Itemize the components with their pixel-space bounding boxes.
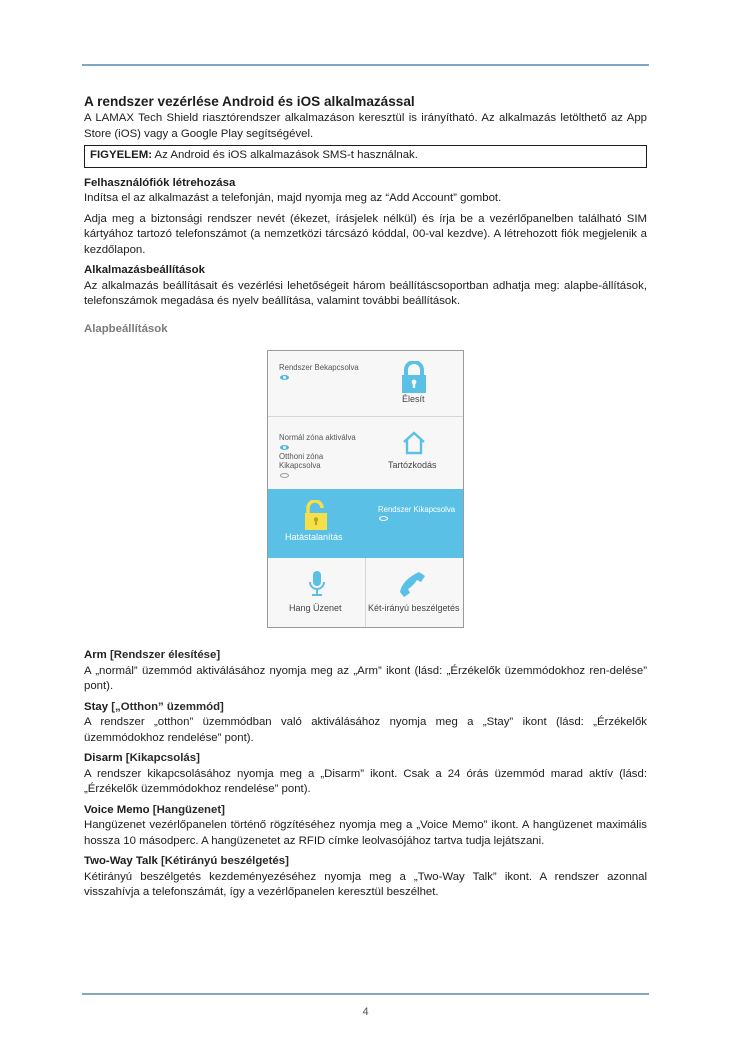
section-voice-memo (84, 803, 647, 850)
notice-label: FIGYELEM: (90, 149, 153, 161)
stay-status-normal: Normál zóna aktiválva (279, 433, 356, 442)
stay-button-label: Tartózkodás (388, 460, 437, 470)
section-bracket: [Hangüzenet] (149, 803, 225, 816)
disarm-status-label: Rendszer Kikapcsolva (378, 505, 456, 514)
stay-status-home: Otthoni zóna (279, 452, 324, 461)
disarm-button-label: Hatástalanítás (285, 532, 343, 542)
section-title: Voice Memo (84, 803, 150, 816)
settings-heading: Alkalmazásbeállítások (84, 264, 205, 276)
section-title: Stay (84, 700, 109, 713)
section-text: A rendszer kikapcsolásához nyomja meg a „Disarm” ikont. Csak a 24 órás üzemmód marad aktív (lásd: „Érzékelők üzemmódokhoz rendelése” pont). (84, 767, 647, 795)
section-text: A „normál” üzemmód aktiválásához nyomja meg az „Arm” ikont (lásd: „Érzékelők üzemmódokhoz ren-delése” pont). (84, 664, 647, 692)
page-content (84, 93, 647, 337)
page-number: 4 (362, 1006, 369, 1018)
section-text: A rendszer „otthon” üzemmódban való aktiválásához nyomja meg a „Stay” ikont (lásd: „Érzékelők üzemmódokhoz rendelése” pont). (84, 716, 647, 744)
phone-icon (399, 570, 427, 598)
section-title: Two-Way Talk (84, 855, 158, 867)
home-icon (401, 431, 427, 455)
stay-status-off: Kikapcsolva (279, 461, 321, 470)
eye-off-icon (280, 473, 289, 478)
section-text: Kétirányú beszélgetés kezdeményezéséhez nyomja meg a „Two-Way Talk” ikont. A rendszer azonnal visszahívja a telefonszámát, így a vezérlőpanelen keresztül beszélhet. (84, 870, 647, 898)
account-heading: Felhasználófiók létrehozása (84, 176, 236, 189)
section-title: Disarm (84, 752, 123, 764)
arm-status-label: Rendszer Bekapcsolva (279, 363, 359, 372)
disarm-row[interactable] (268, 489, 463, 558)
section-stay (84, 700, 647, 747)
section-text: Hangüzenet vezérlőpanelen történő rögzítéséhez nyomja meg a „Voice Memo” ikont. A hangüzenet maximális hossza 10 másodperc. A hangüzenetet az RFID címke leolvasójához tartva tudja lejátszani. (84, 819, 647, 847)
section-bracket: [Kétirányú beszélgetés] (157, 855, 289, 867)
basic-settings-heading: Alapbeállítások (84, 322, 168, 335)
header-rule (82, 64, 649, 66)
section-bracket: [Kikapcsolás] (122, 752, 200, 764)
intro-paragraph: A LAMAX Tech Shield riasztórendszer alkalmazáson keresztül is irányítható. Az alkalmazás letölthető az App Store (iOS) vagy a Google Play segítségével. (84, 112, 647, 140)
section-bracket: [„Otthon” üzemmód] (108, 700, 224, 713)
notice-box (84, 145, 647, 168)
voice-memo-button[interactable] (268, 558, 365, 627)
section-arm (84, 648, 647, 695)
page-title: A rendszer vezérlése Android és iOS alkalmazással (84, 94, 415, 109)
app-screenshot (267, 350, 464, 628)
microphone-icon (308, 570, 326, 598)
section-two-way-talk (84, 854, 647, 901)
section-disarm (84, 751, 647, 798)
footer-rule (82, 993, 649, 995)
eye-on-icon (280, 375, 289, 380)
stay-row[interactable] (268, 417, 463, 489)
section-bracket: [Rendszer élesítése] (106, 649, 221, 661)
sections (84, 648, 647, 901)
eye-off-icon (379, 516, 388, 521)
section-title: Arm (84, 649, 107, 661)
two-way-talk-label: Két-irányú beszélgetés (368, 603, 460, 613)
settings-paragraph: Az alkalmazás beállításait és vezérlési lehetőségeit három beállításcsoportban adhatja meg: alapbe-állítások, telefonszámok megadása és nyelv beállítása, valamint további beállítások. (84, 279, 647, 307)
bottom-row (268, 558, 463, 627)
unlock-icon (304, 500, 328, 530)
account-paragraph-1: Indítsa el az alkalmazást a telefonján, majd nyomja meg az “Add Account” gombot. (84, 192, 502, 204)
eye-on-icon (280, 445, 289, 450)
arm-button-label: Élesít (402, 394, 425, 404)
account-paragraph-2: Adja meg a biztonsági rendszer nevét (ékezet, írásjelek nélkül) és írja be a vezérlőpanelben található SIM kártyához tartozó telefonszámot (a nemzetközi tárcsázó kóddal, 00-val kezdve). A létrehozott fiók megjelenik a kezdőlapon. (84, 212, 647, 256)
lock-icon (401, 361, 427, 393)
arm-row[interactable] (268, 351, 463, 417)
two-way-talk-button[interactable] (366, 558, 463, 627)
voice-memo-label: Hang Üzenet (289, 603, 342, 613)
notice-text: Az Android és iOS alkalmazások SMS-t használnak. (152, 149, 418, 161)
